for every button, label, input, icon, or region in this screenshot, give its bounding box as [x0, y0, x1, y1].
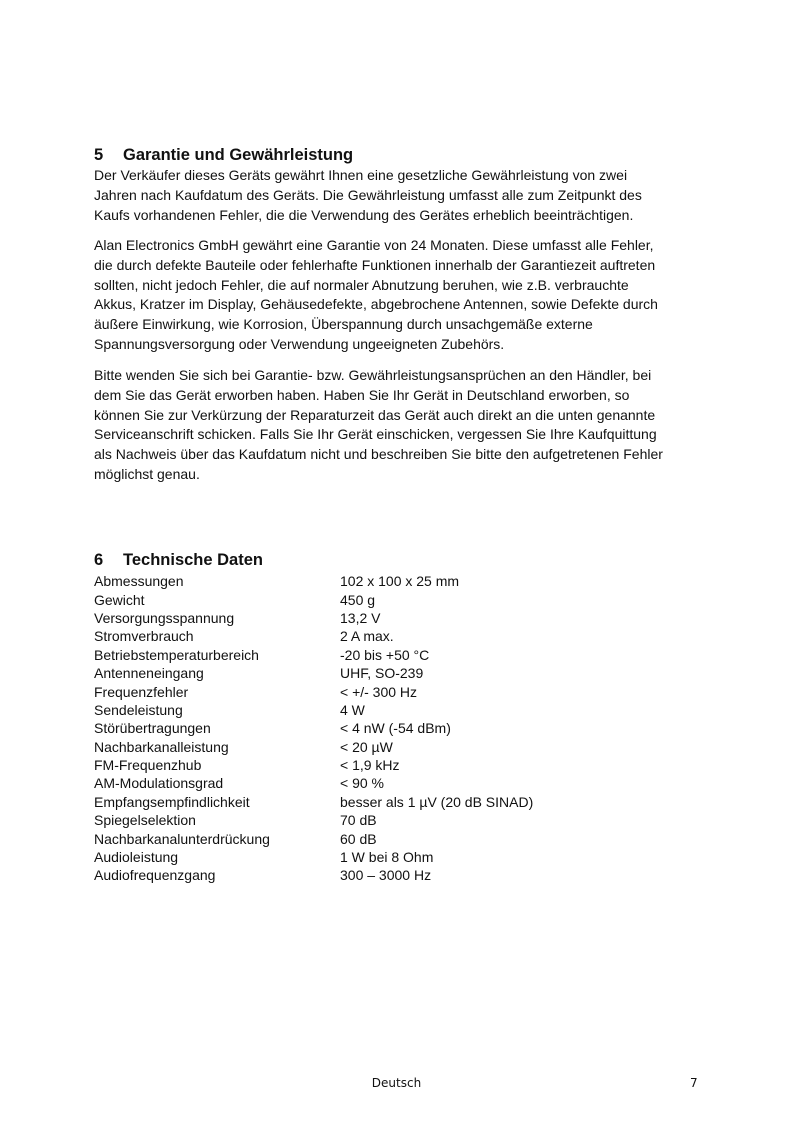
spec-row	[94, 756, 614, 774]
spec-label: Sendeleistung	[94, 701, 183, 718]
spec-value: 60 dB	[340, 830, 377, 847]
spec-label: Nachbarkanalunterdrückung	[94, 830, 270, 847]
spec-value: < 20 µW	[340, 738, 393, 755]
spec-row	[94, 646, 614, 664]
text-line: Alan Electronics GmbH gewährt eine Garantie von 24 Monaten. Diese umfasst alle Fehler,	[94, 237, 654, 253]
section-5-heading	[94, 146, 353, 165]
section-5-paragraph-1	[94, 166, 704, 225]
text-line: Kaufs vorhandenen Fehler, die die Verwendung des Gerätes erheblich beeinträchtigen.	[94, 206, 634, 223]
spec-row	[94, 590, 614, 608]
text-line: Spannungsversorgung oder Verwendung ungeeigneten Zubehörs.	[94, 335, 505, 352]
spec-value: 2 A max.	[340, 628, 394, 645]
spec-row	[94, 609, 614, 627]
text-line: sollten, nicht jedoch Fehler, die auf normaler Abnutzung beruhen, wie z.B. verbrauchte	[94, 276, 629, 293]
spec-label: Stromverbrauch	[94, 628, 194, 645]
spec-row	[94, 829, 614, 847]
spec-value: 1 W bei 8 Ohm	[340, 849, 434, 866]
spec-row	[94, 793, 614, 811]
spec-value: < 1,9 kHz	[340, 757, 400, 774]
spec-value: UHF, SO-239	[340, 665, 424, 682]
spec-row	[94, 572, 614, 590]
spec-value: 13,2 V	[340, 609, 381, 626]
text-line: äußere Einwirkung, wie Korrosion, Überspannung durch unsachgemäße externe	[94, 316, 593, 333]
text-line: Bitte wenden Sie sich bei Garantie- bzw. Gewährleistungsansprüchen an den Händler, bei	[94, 367, 652, 383]
spec-label: Betriebstemperaturbereich	[94, 646, 259, 663]
spec-table	[94, 572, 614, 885]
spec-value: 300 – 3000 Hz	[340, 867, 432, 884]
spec-row	[94, 866, 614, 884]
section-5-title: Garantie und Gewährleistung	[123, 146, 354, 164]
text-line: Akkus, Kratzer im Display, Gehäusedefekte, abgebrochene Antennen, sowie Defekte durch	[94, 296, 658, 313]
spec-label: Abmessungen	[94, 573, 184, 590]
spec-value: < +/- 300 Hz	[340, 683, 418, 700]
spec-row	[94, 627, 614, 645]
section-5-paragraph-3	[94, 366, 704, 485]
spec-label: Frequenzfehler	[94, 683, 189, 700]
spec-value: 450 g	[340, 591, 376, 608]
spec-value: 102 x 100 x 25 mm	[340, 573, 460, 590]
spec-label: Störübertragungen	[94, 720, 211, 737]
spec-row	[94, 664, 614, 682]
spec-row	[94, 719, 614, 737]
spec-value: 4 W	[340, 701, 365, 718]
spec-label: Empfangsempfindlichkeit	[94, 793, 250, 810]
text-line: möglichst genau.	[94, 465, 200, 482]
spec-label: AM-Modulationsgrad	[94, 775, 224, 792]
spec-value: < 90 %	[340, 775, 384, 792]
spec-label: Gewicht	[94, 591, 145, 608]
spec-row	[94, 701, 614, 719]
spec-value: < 4 nW (-54 dBm)	[340, 720, 451, 737]
spec-row	[94, 811, 614, 829]
section-6-title: Technische Daten	[123, 551, 263, 569]
spec-row	[94, 682, 614, 700]
spec-value: besser als 1 µV (20 dB SINAD)	[340, 793, 534, 810]
text-line: können Sie zur Verkürzung der Reparaturzeit das Gerät auch direkt an die unten genannte	[94, 406, 656, 423]
text-line: die durch defekte Bauteile oder fehlerhafte Funktionen innerhalb der Garantiezeit auftreten	[94, 256, 656, 273]
text-line: Jahren nach Kaufdatum des Geräts. Die Gewährleistung umfasst alle zum Zeitpunkt des	[94, 186, 642, 203]
spec-value: -20 bis +50 °C	[340, 646, 430, 663]
section-5-paragraph-2	[94, 236, 704, 355]
spec-value: 70 dB	[340, 812, 377, 829]
spec-label: Audioleistung	[94, 849, 179, 866]
text-line: Serviceanschrift schicken. Falls Sie Ihr Gerät einschicken, vergessen Sie Ihre Kaufquittung	[94, 426, 657, 443]
spec-label: Spiegelselektion	[94, 812, 196, 829]
footer-page-number: 7	[690, 1076, 698, 1090]
spec-label: Versorgungsspannung	[94, 609, 235, 626]
spec-label: Antenneneingang	[94, 665, 204, 682]
text-line: dem Sie das Gerät erworben haben. Haben Sie Ihr Gerät in Deutschland erworben, so	[94, 386, 630, 403]
spec-row	[94, 774, 614, 792]
spec-label: Nachbarkanalleistung	[94, 738, 229, 755]
spec-label: Audiofrequenzgang	[94, 867, 216, 884]
spec-row	[94, 738, 614, 756]
spec-row	[94, 848, 614, 866]
spec-label: FM-Frequenzhub	[94, 757, 202, 774]
text-line: als Nachweis über das Kaufdatum nicht und beschreiben Sie bitte den aufgetretenen Fehler	[94, 446, 663, 463]
section-6-heading	[94, 551, 263, 570]
section-6-number: 6	[94, 551, 104, 569]
section-5-number: 5	[94, 146, 104, 164]
footer-language: Deutsch	[371, 1076, 422, 1090]
text-line: Der Verkäufer dieses Geräts gewährt Ihnen eine gesetzliche Gewährleistung von zwei	[94, 167, 628, 183]
